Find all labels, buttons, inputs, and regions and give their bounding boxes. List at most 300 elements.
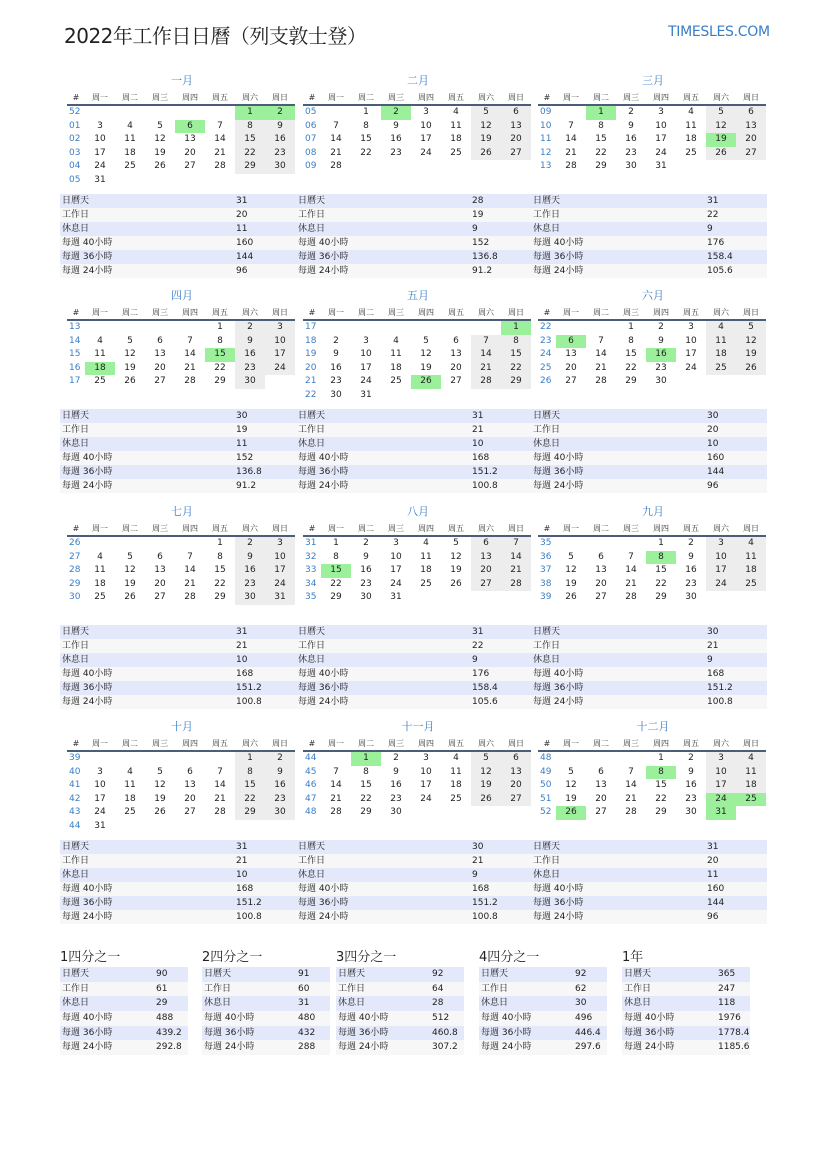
day-cell xyxy=(85,752,115,766)
day-cell: 6 xyxy=(598,766,604,777)
stat-label: 每週 36小時 xyxy=(298,252,349,262)
stat-value: 9 xyxy=(472,655,478,665)
day-cell: 4 xyxy=(453,107,459,117)
day-cell: 1 xyxy=(333,538,339,548)
day-cell: 8 xyxy=(333,551,339,562)
stat-label: 日曆天 xyxy=(298,411,326,421)
month-calendar xyxy=(538,720,768,820)
stat-label: 日曆天 xyxy=(62,842,90,852)
weekday-header: 周二 xyxy=(115,523,145,537)
stat-value: 11 xyxy=(707,870,719,880)
day-cell: 19 xyxy=(124,578,136,589)
stat-label: 每週 24小時 xyxy=(62,912,113,922)
stat-value: 31 xyxy=(236,196,248,206)
day-cell: 2 xyxy=(393,753,399,763)
day-cell: 21 xyxy=(330,147,342,158)
day-cell: 27 xyxy=(154,592,166,603)
stat-row xyxy=(622,996,750,1011)
week-number: 34 xyxy=(305,578,317,589)
month-name: 六月 xyxy=(642,289,664,302)
month-stats xyxy=(60,625,296,709)
day-cell: 22 xyxy=(655,793,667,804)
stat-row xyxy=(531,264,767,278)
day-cell: 28 xyxy=(214,161,226,172)
stat-row xyxy=(296,437,532,451)
month-grid xyxy=(303,738,533,820)
stat-row xyxy=(622,967,750,982)
stat-label: 休息日 xyxy=(204,998,232,1009)
weekday-header: 周二 xyxy=(115,307,145,321)
day-cell: 27 xyxy=(450,376,462,387)
stat-value: 96 xyxy=(236,266,248,276)
day-cell: 30 xyxy=(685,592,697,603)
month-stats xyxy=(296,194,532,278)
day-cell: 2 xyxy=(265,106,295,120)
weekday-header: 周日 xyxy=(501,92,531,106)
day-cell: 5 xyxy=(471,752,501,766)
weekday-header: 周三 xyxy=(381,738,411,752)
stat-row xyxy=(531,667,767,681)
weekday-header: 周日 xyxy=(736,738,766,752)
day-cell xyxy=(321,106,351,120)
stat-row xyxy=(296,854,532,868)
day-cell: 21 xyxy=(625,578,637,589)
week-number: 07 xyxy=(305,134,317,145)
day-cell: 18 xyxy=(94,578,106,589)
stat-row xyxy=(60,653,296,667)
day-cell: 21 xyxy=(595,362,607,373)
day-cell: 20 xyxy=(565,362,577,373)
stat-label: 工作日 xyxy=(338,983,366,994)
day-cell: 25 xyxy=(124,161,136,172)
stat-row xyxy=(296,208,532,222)
day-cell xyxy=(441,321,471,335)
week-number: 17 xyxy=(69,376,81,387)
day-cell: 28 xyxy=(625,807,637,818)
weekday-header: 周五 xyxy=(205,307,235,321)
day-cell: 27 xyxy=(184,161,196,172)
week-number: 39 xyxy=(540,592,552,603)
day-cell: 29 xyxy=(655,592,667,603)
day-cell: 14 xyxy=(330,134,342,145)
day-cell: 2 xyxy=(628,107,634,117)
stat-label: 每週 40小時 xyxy=(298,669,349,679)
day-cell: 26 xyxy=(124,592,136,603)
week-number: 26 xyxy=(69,538,81,548)
day-cell: 29 xyxy=(595,161,607,172)
stat-row xyxy=(531,882,767,896)
stat-row xyxy=(531,423,767,437)
day-cell: 15 xyxy=(655,780,667,791)
month-name: 四月 xyxy=(171,289,193,302)
stat-row xyxy=(60,967,188,982)
stat-row xyxy=(531,479,767,493)
day-cell xyxy=(381,160,411,174)
week-number: 30 xyxy=(69,592,81,603)
day-cell: 12 xyxy=(471,120,501,134)
weekday-header: # xyxy=(303,92,321,106)
day-cell: 1 xyxy=(235,752,265,766)
day-cell: 4 xyxy=(97,551,103,562)
day-cell: 10 xyxy=(685,335,697,346)
day-cell: 5 xyxy=(471,106,501,120)
day-cell: 26 xyxy=(450,578,462,589)
stat-row xyxy=(60,910,296,924)
week-number: 11 xyxy=(540,134,552,145)
weekday-header: 周三 xyxy=(616,92,646,106)
weekday-header: 周五 xyxy=(441,307,471,321)
day-cell xyxy=(586,537,616,551)
stat-row xyxy=(60,194,296,208)
stat-label: 休息日 xyxy=(338,998,366,1009)
day-cell: 1 xyxy=(217,322,223,332)
day-cell: 25 xyxy=(124,807,136,818)
stat-row xyxy=(296,910,532,924)
stat-row xyxy=(296,479,532,493)
week-number: 01 xyxy=(69,120,81,131)
day-cell xyxy=(145,174,175,188)
day-cell xyxy=(706,160,736,174)
week-number: 52 xyxy=(540,807,552,818)
stat-label: 每週 40小時 xyxy=(481,1013,532,1024)
day-cell: 13 xyxy=(450,349,462,360)
quarter-summary xyxy=(336,950,464,1055)
day-cell xyxy=(501,591,531,605)
day-cell: 10 xyxy=(265,551,295,565)
stat-value: 151.2 xyxy=(472,467,498,477)
weekday-header: 周六 xyxy=(235,307,265,321)
weekday-header: 周四 xyxy=(411,307,441,321)
weekday-header: 周日 xyxy=(265,738,295,752)
stat-row xyxy=(60,840,296,854)
day-cell: 15 xyxy=(205,348,235,362)
week-number: 32 xyxy=(305,551,317,562)
day-cell: 11 xyxy=(706,335,736,349)
quarter-name: 1四分之一 xyxy=(60,950,121,965)
day-cell: 9 xyxy=(333,349,339,360)
day-cell: 14 xyxy=(184,565,196,576)
stat-label: 每週 36小時 xyxy=(298,898,349,908)
weekday-header: 周六 xyxy=(471,738,501,752)
weekday-header: 周六 xyxy=(235,523,265,537)
day-cell: 17 xyxy=(94,793,106,804)
day-cell: 14 xyxy=(625,780,637,791)
day-cell: 23 xyxy=(685,578,697,589)
day-cell: 16 xyxy=(390,780,402,791)
stat-label: 每週 36小時 xyxy=(533,252,584,262)
stat-label: 休息日 xyxy=(533,439,561,449)
month-calendar xyxy=(538,505,768,605)
day-cell: 25 xyxy=(685,147,697,158)
weekday-header: 周日 xyxy=(265,307,295,321)
day-cell: 3 xyxy=(265,321,295,335)
week-number: 09 xyxy=(540,107,552,117)
day-cell xyxy=(175,820,205,834)
stat-label: 日曆天 xyxy=(298,196,326,206)
stat-row xyxy=(296,222,532,236)
day-cell: 27 xyxy=(595,807,607,818)
stat-row xyxy=(296,451,532,465)
stat-row xyxy=(202,982,330,997)
stat-label: 每週 24小時 xyxy=(533,912,584,922)
stat-row xyxy=(60,1011,188,1026)
stat-label: 日曆天 xyxy=(338,969,366,979)
stat-label: 每週 24小時 xyxy=(481,1042,532,1053)
day-cell: 2 xyxy=(333,335,339,346)
day-cell: 9 xyxy=(688,766,694,777)
stat-value: 365 xyxy=(718,969,736,979)
day-cell: 13 xyxy=(501,120,531,134)
stat-row xyxy=(479,996,607,1011)
stat-value: 460.8 xyxy=(432,1027,458,1038)
day-cell: 2 xyxy=(658,322,664,332)
day-cell: 11 xyxy=(94,349,106,360)
day-cell: 14 xyxy=(471,348,501,362)
day-cell xyxy=(115,752,145,766)
quarter-summary xyxy=(622,950,750,1055)
stat-value: 10 xyxy=(707,439,719,449)
stat-row xyxy=(60,423,296,437)
week-number: 26 xyxy=(540,376,552,387)
day-cell: 13 xyxy=(471,551,501,565)
stat-label: 每週 24小時 xyxy=(298,266,349,276)
day-cell xyxy=(441,160,471,174)
stat-value: 100.8 xyxy=(472,912,498,922)
stat-label: 每週 24小時 xyxy=(533,697,584,707)
week-number: 24 xyxy=(540,349,552,360)
week-number: 03 xyxy=(69,147,81,158)
weekday-header: 周三 xyxy=(145,738,175,752)
day-cell: 7 xyxy=(598,335,604,346)
day-cell: 14 xyxy=(214,780,226,791)
day-cell: 30 xyxy=(625,161,637,172)
day-cell: 3 xyxy=(97,120,103,131)
stat-value: 168 xyxy=(472,884,490,894)
day-cell: 15 xyxy=(235,133,265,147)
day-cell: 21 xyxy=(501,564,531,578)
stat-row xyxy=(296,465,532,479)
day-cell: 10 xyxy=(94,780,106,791)
weekday-header: # xyxy=(67,523,85,537)
weekday-header: 周日 xyxy=(501,523,531,537)
stat-value: 21 xyxy=(472,425,484,435)
quarter-name: 4四分之一 xyxy=(479,950,540,965)
day-cell: 14 xyxy=(565,134,577,145)
weekday-header: 周一 xyxy=(321,92,351,106)
stat-row xyxy=(479,982,607,997)
day-cell xyxy=(501,806,531,820)
day-cell: 24 xyxy=(420,147,432,158)
day-cell: 14 xyxy=(330,780,342,791)
day-cell: 15 xyxy=(360,780,372,791)
month-stats xyxy=(296,840,532,924)
stat-label: 休息日 xyxy=(62,439,90,449)
day-cell: 11 xyxy=(736,551,766,565)
stat-label: 每週 40小時 xyxy=(298,884,349,894)
month-grid xyxy=(303,307,533,403)
stat-value: 29 xyxy=(156,998,168,1009)
stat-value: 61 xyxy=(156,983,168,994)
day-cell: 27 xyxy=(154,376,166,387)
weekday-header: # xyxy=(538,738,556,752)
stat-value: 512 xyxy=(432,1013,450,1024)
day-cell: 18 xyxy=(685,134,697,145)
stat-value: 432 xyxy=(298,1027,316,1038)
stat-row xyxy=(296,882,532,896)
stat-row xyxy=(202,1026,330,1041)
page-title: 2022年工作日日曆（列支敦士登） xyxy=(64,24,367,48)
day-cell: 13 xyxy=(736,120,766,134)
day-cell: 25 xyxy=(94,592,106,603)
stat-row xyxy=(531,194,767,208)
day-cell: 12 xyxy=(124,565,136,576)
day-cell xyxy=(265,375,295,389)
weekday-header: 周二 xyxy=(115,92,145,106)
day-cell: 30 xyxy=(235,375,265,389)
week-number: 39 xyxy=(69,753,81,763)
weekday-header: 周四 xyxy=(646,92,676,106)
weekday-header: 周一 xyxy=(85,738,115,752)
month-name: 十一月 xyxy=(401,720,435,733)
stat-value: 31 xyxy=(298,998,310,1009)
stat-label: 日曆天 xyxy=(62,969,90,979)
day-cell: 2 xyxy=(265,752,295,766)
week-number: 44 xyxy=(69,820,81,831)
stat-value: 496 xyxy=(575,1013,593,1024)
weekday-header: 周二 xyxy=(586,523,616,537)
day-cell xyxy=(381,321,411,335)
day-cell: 20 xyxy=(471,564,501,578)
weekday-header: 周五 xyxy=(441,523,471,537)
week-number: 12 xyxy=(540,147,552,158)
day-cell: 18 xyxy=(420,565,432,576)
weekday-header: # xyxy=(67,92,85,106)
day-cell: 25 xyxy=(736,578,766,592)
day-cell: 9 xyxy=(658,335,664,346)
day-cell: 30 xyxy=(235,591,265,605)
stat-label: 每週 40小時 xyxy=(533,453,584,463)
day-cell: 10 xyxy=(420,766,432,777)
stat-row xyxy=(531,653,767,667)
week-number: 06 xyxy=(305,120,317,131)
day-cell xyxy=(85,537,115,551)
day-cell: 16 xyxy=(265,133,295,147)
week-number: 25 xyxy=(540,362,552,373)
stat-row xyxy=(622,1011,750,1026)
week-number: 02 xyxy=(69,134,81,145)
month-stats xyxy=(296,625,532,709)
weekday-header: 周日 xyxy=(265,523,295,537)
stat-row xyxy=(296,264,532,278)
weekday-header: 周六 xyxy=(471,92,501,106)
day-cell: 21 xyxy=(625,793,637,804)
stat-row xyxy=(60,479,296,493)
weekday-header: 周一 xyxy=(556,92,586,106)
day-cell: 28 xyxy=(501,578,531,592)
weekday-header: 周二 xyxy=(351,523,381,537)
day-cell: 16 xyxy=(390,134,402,145)
weekday-header: 周四 xyxy=(175,307,205,321)
weekday-header: 周三 xyxy=(381,523,411,537)
week-number: 10 xyxy=(540,120,552,131)
stat-label: 工作日 xyxy=(298,856,326,866)
day-cell: 10 xyxy=(265,335,295,349)
month-calendar xyxy=(303,720,533,820)
stat-row xyxy=(296,681,532,695)
site-logo[interactable]: TIMESLES.COM xyxy=(668,24,770,40)
day-cell xyxy=(736,160,766,174)
day-cell: 12 xyxy=(420,349,432,360)
day-cell: 23 xyxy=(655,362,667,373)
stat-label: 工作日 xyxy=(298,425,326,435)
day-cell: 6 xyxy=(157,335,163,346)
day-cell: 18 xyxy=(736,779,766,793)
day-cell: 6 xyxy=(471,537,501,551)
day-cell: 2 xyxy=(688,753,694,763)
week-number: 40 xyxy=(69,766,81,777)
day-cell: 26 xyxy=(471,147,501,161)
stat-value: 31 xyxy=(236,627,248,637)
day-cell: 11 xyxy=(390,349,402,360)
stat-label: 休息日 xyxy=(481,998,509,1009)
month-stats xyxy=(60,409,296,493)
stat-label: 休息日 xyxy=(533,655,561,665)
stat-row xyxy=(296,639,532,653)
day-cell: 16 xyxy=(265,779,295,793)
day-cell: 16 xyxy=(360,565,372,576)
weekday-header: 周六 xyxy=(471,307,501,321)
stat-row xyxy=(531,451,767,465)
day-cell xyxy=(381,389,411,403)
week-number: 49 xyxy=(540,766,552,777)
day-cell xyxy=(321,752,351,766)
weekday-header: 周日 xyxy=(501,307,531,321)
month-stats xyxy=(60,194,296,278)
month-stats xyxy=(296,409,532,493)
day-cell: 22 xyxy=(235,147,265,161)
stat-value: 105.6 xyxy=(707,266,733,276)
stat-label: 工作日 xyxy=(533,641,561,651)
weekday-header: 周三 xyxy=(616,738,646,752)
stat-label: 每週 40小時 xyxy=(298,453,349,463)
day-cell: 6 xyxy=(736,106,766,120)
day-cell: 12 xyxy=(450,551,462,562)
day-cell: 19 xyxy=(736,348,766,362)
stat-row xyxy=(60,1040,188,1055)
stat-label: 工作日 xyxy=(298,210,326,220)
day-cell: 5 xyxy=(423,335,429,346)
day-cell: 28 xyxy=(214,807,226,818)
day-cell: 28 xyxy=(330,807,342,818)
stat-row xyxy=(531,250,767,264)
week-number: 19 xyxy=(305,349,317,360)
day-cell: 11 xyxy=(736,766,766,780)
day-cell: 17 xyxy=(265,564,295,578)
day-cell: 30 xyxy=(330,389,342,400)
day-cell: 17 xyxy=(360,362,372,373)
day-cell: 4 xyxy=(127,766,133,777)
stat-label: 日曆天 xyxy=(481,969,509,979)
day-cell: 27 xyxy=(565,376,577,387)
day-cell xyxy=(556,752,586,766)
stat-value: 307.2 xyxy=(432,1042,458,1053)
day-cell: 8 xyxy=(646,766,676,780)
day-cell: 3 xyxy=(658,107,664,117)
stat-row xyxy=(296,896,532,910)
stat-row xyxy=(60,451,296,465)
weekday-header: 周日 xyxy=(501,738,531,752)
day-cell: 17 xyxy=(420,780,432,791)
